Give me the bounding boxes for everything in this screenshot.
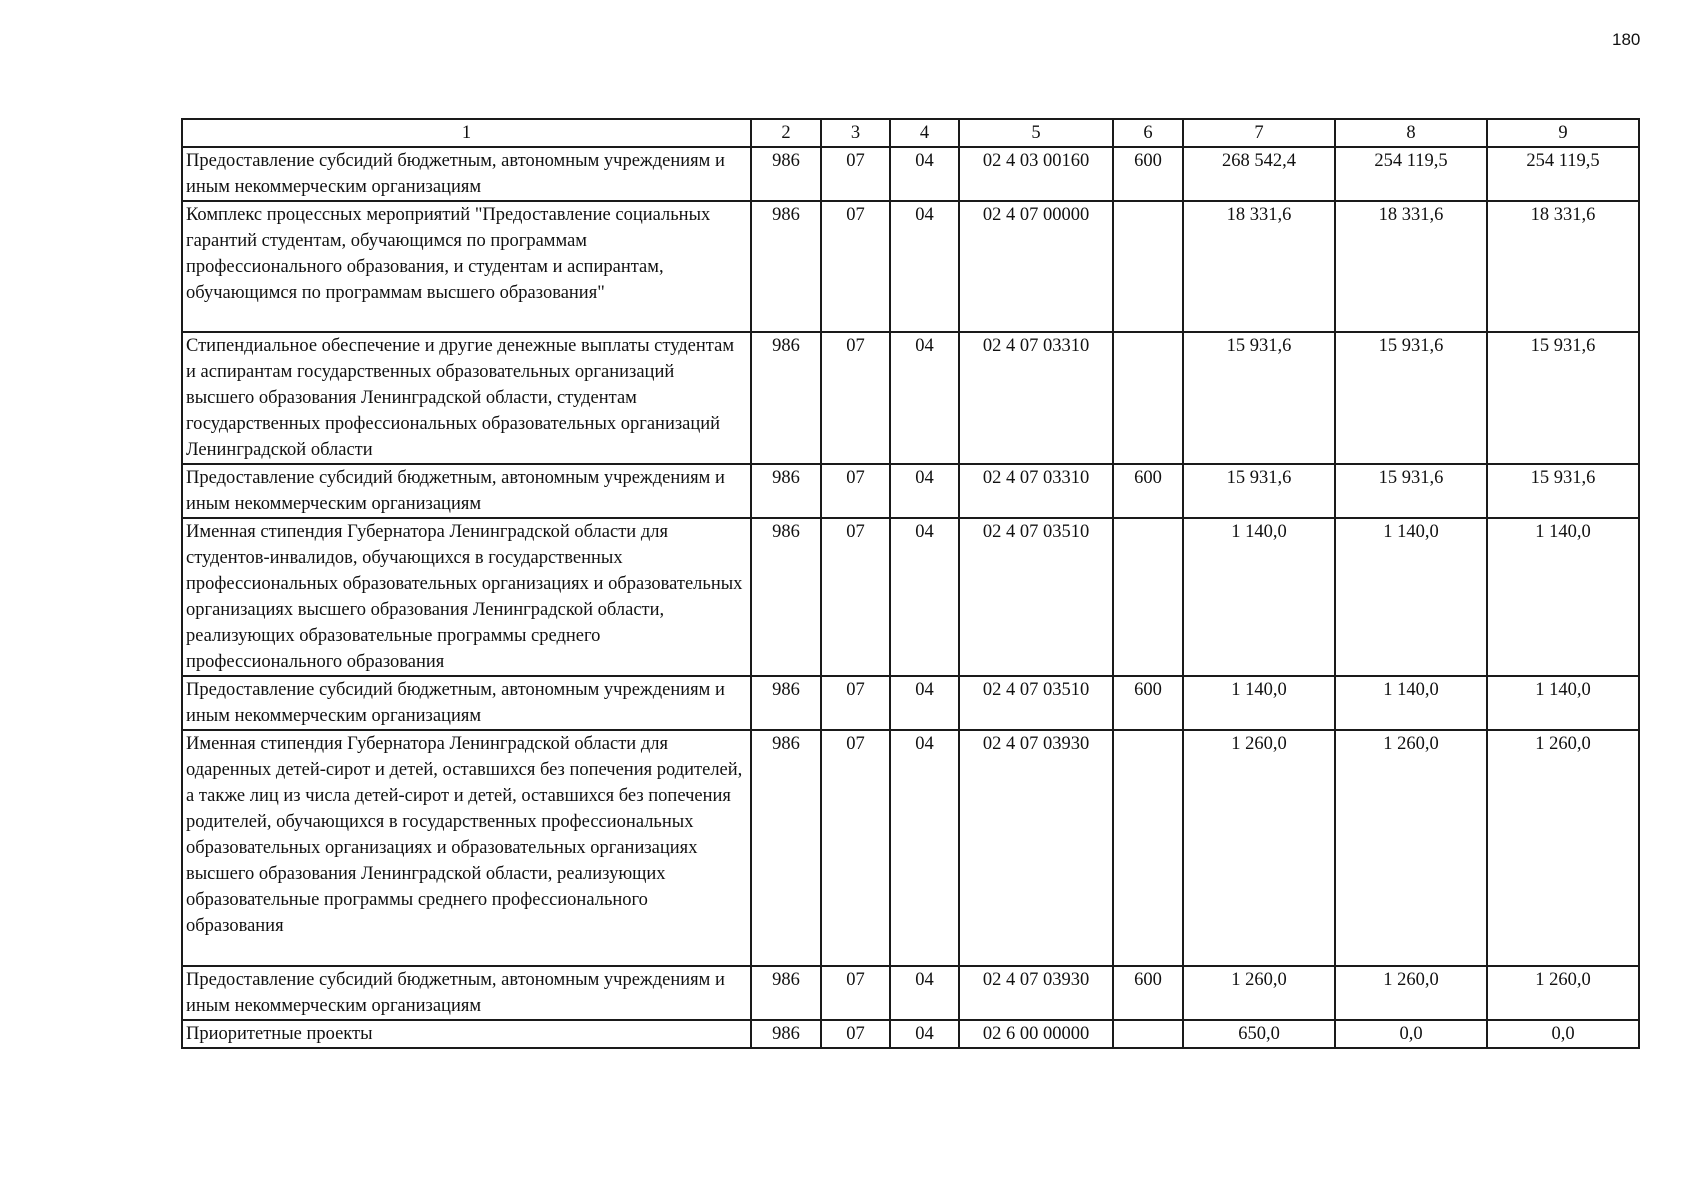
row-description: Именная стипендия Губернатора Ленинградской области для одаренных детей-сирот и детей, оставшихся без попечения родителей, а также лиц из числа детей-сирот и детей, оставшихся без попечения родителей, обучающихся в государственных профессиональных образовательных организациях и образовательных организациях высшего образования Ленинградской области, реализующих образовательные программы среднего профессионального образования <box>182 730 751 966</box>
cell-subsection: 04 <box>890 730 959 966</box>
header-cell-5: 5 <box>959 119 1113 147</box>
cell-section: 07 <box>821 518 890 676</box>
page-number: 180 <box>1612 30 1641 49</box>
cell-subsection: 04 <box>890 966 959 1020</box>
cell-amount-7: 15 931,6 <box>1183 464 1335 518</box>
cell-amount-9: 15 931,6 <box>1487 464 1639 518</box>
cell-admin-code: 986 <box>751 464 821 518</box>
cell-expense-type: 600 <box>1113 966 1183 1020</box>
cell-amount-7: 1 140,0 <box>1183 518 1335 676</box>
cell-amount-7: 268 542,4 <box>1183 147 1335 201</box>
cell-subsection: 04 <box>890 1020 959 1048</box>
cell-amount-9: 15 931,6 <box>1487 332 1639 464</box>
cell-amount-8: 1 140,0 <box>1335 518 1487 676</box>
header-cell-6: 6 <box>1113 119 1183 147</box>
cell-section: 07 <box>821 147 890 201</box>
cell-section: 07 <box>821 332 890 464</box>
cell-amount-9: 1 260,0 <box>1487 730 1639 966</box>
budget-table <box>181 118 1640 1049</box>
header-cell-3: 3 <box>821 119 890 147</box>
cell-subsection: 04 <box>890 201 959 332</box>
cell-section: 07 <box>821 676 890 730</box>
cell-expense-type: 600 <box>1113 147 1183 201</box>
cell-amount-7: 1 140,0 <box>1183 676 1335 730</box>
cell-amount-8: 15 931,6 <box>1335 332 1487 464</box>
table-row <box>182 966 1639 1020</box>
cell-expense-type <box>1113 518 1183 676</box>
cell-section: 07 <box>821 464 890 518</box>
table-row <box>182 147 1639 201</box>
cell-amount-8: 0,0 <box>1335 1020 1487 1048</box>
cell-amount-7: 1 260,0 <box>1183 966 1335 1020</box>
cell-subsection: 04 <box>890 332 959 464</box>
cell-amount-9: 1 140,0 <box>1487 676 1639 730</box>
cell-amount-9: 1 260,0 <box>1487 966 1639 1020</box>
row-description: Предоставление субсидий бюджетным, автономным учреждениям и иным некоммерческим организациям <box>182 966 751 1020</box>
cell-target-article: 02 4 07 03310 <box>959 464 1113 518</box>
cell-amount-8: 1 260,0 <box>1335 730 1487 966</box>
cell-admin-code: 986 <box>751 966 821 1020</box>
cell-subsection: 04 <box>890 518 959 676</box>
cell-amount-9: 1 140,0 <box>1487 518 1639 676</box>
cell-amount-8: 1 140,0 <box>1335 676 1487 730</box>
header-cell-9: 9 <box>1487 119 1639 147</box>
cell-expense-type <box>1113 730 1183 966</box>
table-row <box>182 1020 1639 1048</box>
cell-amount-7: 18 331,6 <box>1183 201 1335 332</box>
table-row <box>182 201 1639 332</box>
row-description: Именная стипендия Губернатора Ленинградской области для студентов-инвалидов, обучающихся в государственных профессиональных образовательных организациях и образовательных организациях высшего образования Ленинградской области, реализующих образовательные программы среднего профессионального образования <box>182 518 751 676</box>
table-row <box>182 676 1639 730</box>
table-row <box>182 518 1639 676</box>
cell-expense-type <box>1113 332 1183 464</box>
cell-admin-code: 986 <box>751 201 821 332</box>
header-row <box>182 119 1639 147</box>
cell-target-article: 02 4 03 00160 <box>959 147 1113 201</box>
row-description: Комплекс процессных мероприятий "Предоставление социальных гарантий студентам, обучающимся по программам профессионального образования, и студентам и аспирантам, обучающимся по программам высшего образования" <box>182 201 751 332</box>
cell-expense-type <box>1113 201 1183 332</box>
cell-expense-type: 600 <box>1113 464 1183 518</box>
header-cell-7: 7 <box>1183 119 1335 147</box>
cell-amount-8: 254 119,5 <box>1335 147 1487 201</box>
cell-section: 07 <box>821 1020 890 1048</box>
header-cell-2: 2 <box>751 119 821 147</box>
cell-amount-9: 0,0 <box>1487 1020 1639 1048</box>
cell-target-article: 02 4 07 03930 <box>959 966 1113 1020</box>
cell-admin-code: 986 <box>751 518 821 676</box>
row-description: Предоставление субсидий бюджетным, автономным учреждениям и иным некоммерческим организациям <box>182 464 751 518</box>
cell-amount-9: 18 331,6 <box>1487 201 1639 332</box>
cell-expense-type <box>1113 1020 1183 1048</box>
cell-amount-9: 254 119,5 <box>1487 147 1639 201</box>
row-description: Предоставление субсидий бюджетным, автономным учреждениям и иным некоммерческим организациям <box>182 676 751 730</box>
cell-target-article: 02 4 07 03510 <box>959 676 1113 730</box>
cell-target-article: 02 4 07 00000 <box>959 201 1113 332</box>
cell-subsection: 04 <box>890 147 959 201</box>
cell-admin-code: 986 <box>751 730 821 966</box>
cell-amount-8: 1 260,0 <box>1335 966 1487 1020</box>
header-cell-1: 1 <box>182 119 751 147</box>
cell-target-article: 02 4 07 03510 <box>959 518 1113 676</box>
cell-admin-code: 986 <box>751 676 821 730</box>
row-description: Предоставление субсидий бюджетным, автономным учреждениям и иным некоммерческим организациям <box>182 147 751 201</box>
cell-target-article: 02 6 00 00000 <box>959 1020 1113 1048</box>
header-cell-4: 4 <box>890 119 959 147</box>
cell-subsection: 04 <box>890 676 959 730</box>
cell-section: 07 <box>821 730 890 966</box>
cell-amount-7: 1 260,0 <box>1183 730 1335 966</box>
table-row <box>182 730 1639 966</box>
cell-admin-code: 986 <box>751 332 821 464</box>
cell-target-article: 02 4 07 03310 <box>959 332 1113 464</box>
cell-admin-code: 986 <box>751 1020 821 1048</box>
cell-expense-type: 600 <box>1113 676 1183 730</box>
row-description: Стипендиальное обеспечение и другие денежные выплаты студентам и аспирантам государственных образовательных организаций высшего образования Ленинградской области, студентам государственных профессиональных образовательных организаций Ленинградской области <box>182 332 751 464</box>
cell-section: 07 <box>821 201 890 332</box>
header-cell-8: 8 <box>1335 119 1487 147</box>
cell-amount-7: 15 931,6 <box>1183 332 1335 464</box>
cell-subsection: 04 <box>890 464 959 518</box>
cell-target-article: 02 4 07 03930 <box>959 730 1113 966</box>
cell-section: 07 <box>821 966 890 1020</box>
cell-amount-8: 15 931,6 <box>1335 464 1487 518</box>
row-description: Приоритетные проекты <box>182 1020 751 1048</box>
cell-admin-code: 986 <box>751 147 821 201</box>
cell-amount-7: 650,0 <box>1183 1020 1335 1048</box>
table-row <box>182 332 1639 464</box>
table-row <box>182 464 1639 518</box>
cell-amount-8: 18 331,6 <box>1335 201 1487 332</box>
